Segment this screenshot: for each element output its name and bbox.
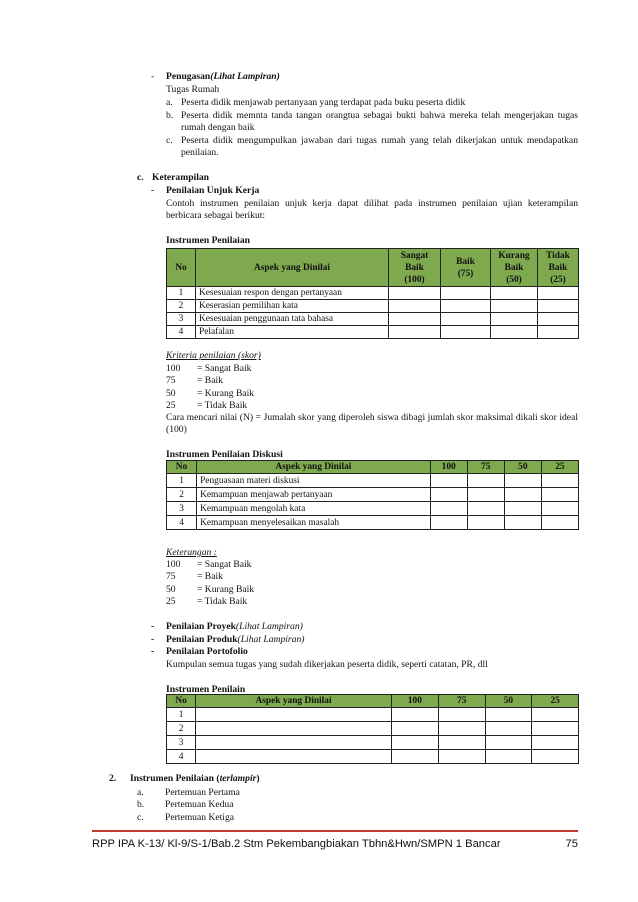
th-tidak-baik: Tidak Baik (25) xyxy=(538,249,579,287)
penugasan-title: Penugasan xyxy=(166,71,211,82)
instrumen-title: Instrumen Penilaian xyxy=(166,235,250,246)
th-50: 50 xyxy=(504,461,541,474)
dash-marker: - xyxy=(151,71,155,82)
instrumen-table xyxy=(166,248,579,339)
diskusi-title: Instrumen Penilaian Diskusi xyxy=(166,449,283,460)
unjuk-kerja-text: Contoh instrumen penilaian unjuk kerja dapat dilihat pada instrumen penilaian ujian keterampilan berbicara sebagai berikut: xyxy=(166,198,578,222)
penugasan-item-b: Peserta didik memnta tanda tangan orangtua sebagai bukti bahwa mereka telah mengerjakan tugas rumah dengan baik xyxy=(181,110,578,134)
penugasan-item-a: Peserta didik menjawab pertanyaan yang terdapat pada buku peserta didik xyxy=(181,97,466,108)
footer-text: RPP IPA K-13/ Kl-9/S-1/Bab.2 Stm Pekembangbiakan Tbhn&Hwn/SMPN 1 Bancar xyxy=(92,838,501,850)
penugasan-subtitle: Tugas Rumah xyxy=(166,84,220,95)
page-number: 75 xyxy=(565,838,578,850)
diskusi-table xyxy=(166,460,579,530)
penugasan-item-c: Peserta didik mengumpulkan jawaban dari tugas rumah yang telah dikerjakan untuk mendapatkan penilaian. xyxy=(181,135,578,159)
th-aspek: Aspek yang Dinilai xyxy=(196,249,389,287)
dash-marker: - xyxy=(151,621,155,632)
th-25: 25 xyxy=(532,695,579,708)
unjuk-kerja-title: Penilaian Unjuk Kerja xyxy=(166,185,260,196)
kriteria-title: Kriteria penilaian (skor) xyxy=(166,350,261,361)
th-75: 75 xyxy=(438,695,485,708)
portofolio-title: Penilaian Portofolio xyxy=(166,646,248,657)
penilain-title: Instrumen Penilain xyxy=(166,684,246,695)
th-kurang-baik: Kurang Baik (50) xyxy=(491,249,538,287)
table-row: 3 Kemampuan mengolah kata xyxy=(167,502,579,516)
keterangan-list: 100 = Sangat Baik 75 = Baik 50 = Kurang Baik 25 = Tidak Baik xyxy=(166,559,255,608)
penugasan-item-a-marker: a. xyxy=(166,97,173,108)
table-row: 3 xyxy=(167,736,579,750)
proyek-line: Penilaian Proyek(Lihat Lampiran) xyxy=(166,621,303,632)
table-row: 2 xyxy=(167,722,579,736)
section2-number: 2. xyxy=(109,773,117,784)
dash-marker: - xyxy=(151,646,155,657)
th-baik: Baik (75) xyxy=(441,249,491,287)
keterangan-title: Keterangan : xyxy=(166,547,217,558)
penugasan-note: (Lihat Lampiran) xyxy=(210,71,280,82)
table-row: 2 Keserasian pemilihan kata xyxy=(167,300,579,313)
dash-marker: - xyxy=(151,634,155,645)
section2-heading: Instrumen Penilaian (terlampir) xyxy=(130,773,260,784)
th-25: 25 xyxy=(541,461,578,474)
table-row: 2 Kemampuan menjawab pertanyaan xyxy=(167,488,579,502)
th-no: No xyxy=(167,249,196,287)
th-100: 100 xyxy=(430,461,467,474)
th-100: 100 xyxy=(391,695,438,708)
th-aspek: Aspek yang Dinilai xyxy=(197,461,431,474)
footer-rule xyxy=(92,830,578,832)
penugasan-item-c-marker: c. xyxy=(166,135,173,146)
keterampilan-marker: c. xyxy=(137,172,144,183)
page-footer xyxy=(92,838,578,850)
produk-line: Penilaian Produk(Lihat Lampiran) xyxy=(166,634,305,645)
table-row: 3 Kesesuaian penggunaan tata bahasa xyxy=(167,313,579,326)
table-row: 1 xyxy=(167,708,579,722)
keterampilan-heading: Keterampilan xyxy=(152,172,210,183)
th-75: 75 xyxy=(467,461,504,474)
dash-marker: - xyxy=(151,185,155,196)
section2-list: a. Pertemuan Pertama b. Pertemuan Kedua c. Pertemuan Ketiga xyxy=(137,787,240,823)
penilain-table xyxy=(166,694,579,764)
penugasan-item-b-marker: b. xyxy=(166,110,174,121)
table-row: 4 Kemampuan menyelesaikan masalah xyxy=(167,516,579,530)
table-row: 1 Kesesuaian respon dengan pertanyaan xyxy=(167,287,579,300)
th-50: 50 xyxy=(485,695,532,708)
penugasan-heading xyxy=(166,71,280,83)
table-row: 1 Penguasaan materi diskusi xyxy=(167,474,579,488)
th-sangat-baik: Sangat Baik (100) xyxy=(389,249,441,287)
th-no: No xyxy=(167,695,196,708)
portofolio-text: Kumpulan semua tugas yang sudah dikerjakan peserta didik, seperti catatan, PR, dll xyxy=(166,659,488,670)
cara-text: Cara mencari nilai (N) = Jumalah skor yang diperoleh siswa dibagi jumlah skor maksimal dikali skor ideal (100) xyxy=(166,412,578,436)
table-row: 4 xyxy=(167,750,579,764)
table-row: 4 Pelafalan xyxy=(167,326,579,339)
th-aspek: Aspek yang Dinilai xyxy=(196,695,392,708)
th-no: No xyxy=(167,461,197,474)
kriteria-list: 100 = Sangat Baik 75 = Baik 50 = Kurang Baik 25 = Tidak Baik xyxy=(166,363,255,412)
